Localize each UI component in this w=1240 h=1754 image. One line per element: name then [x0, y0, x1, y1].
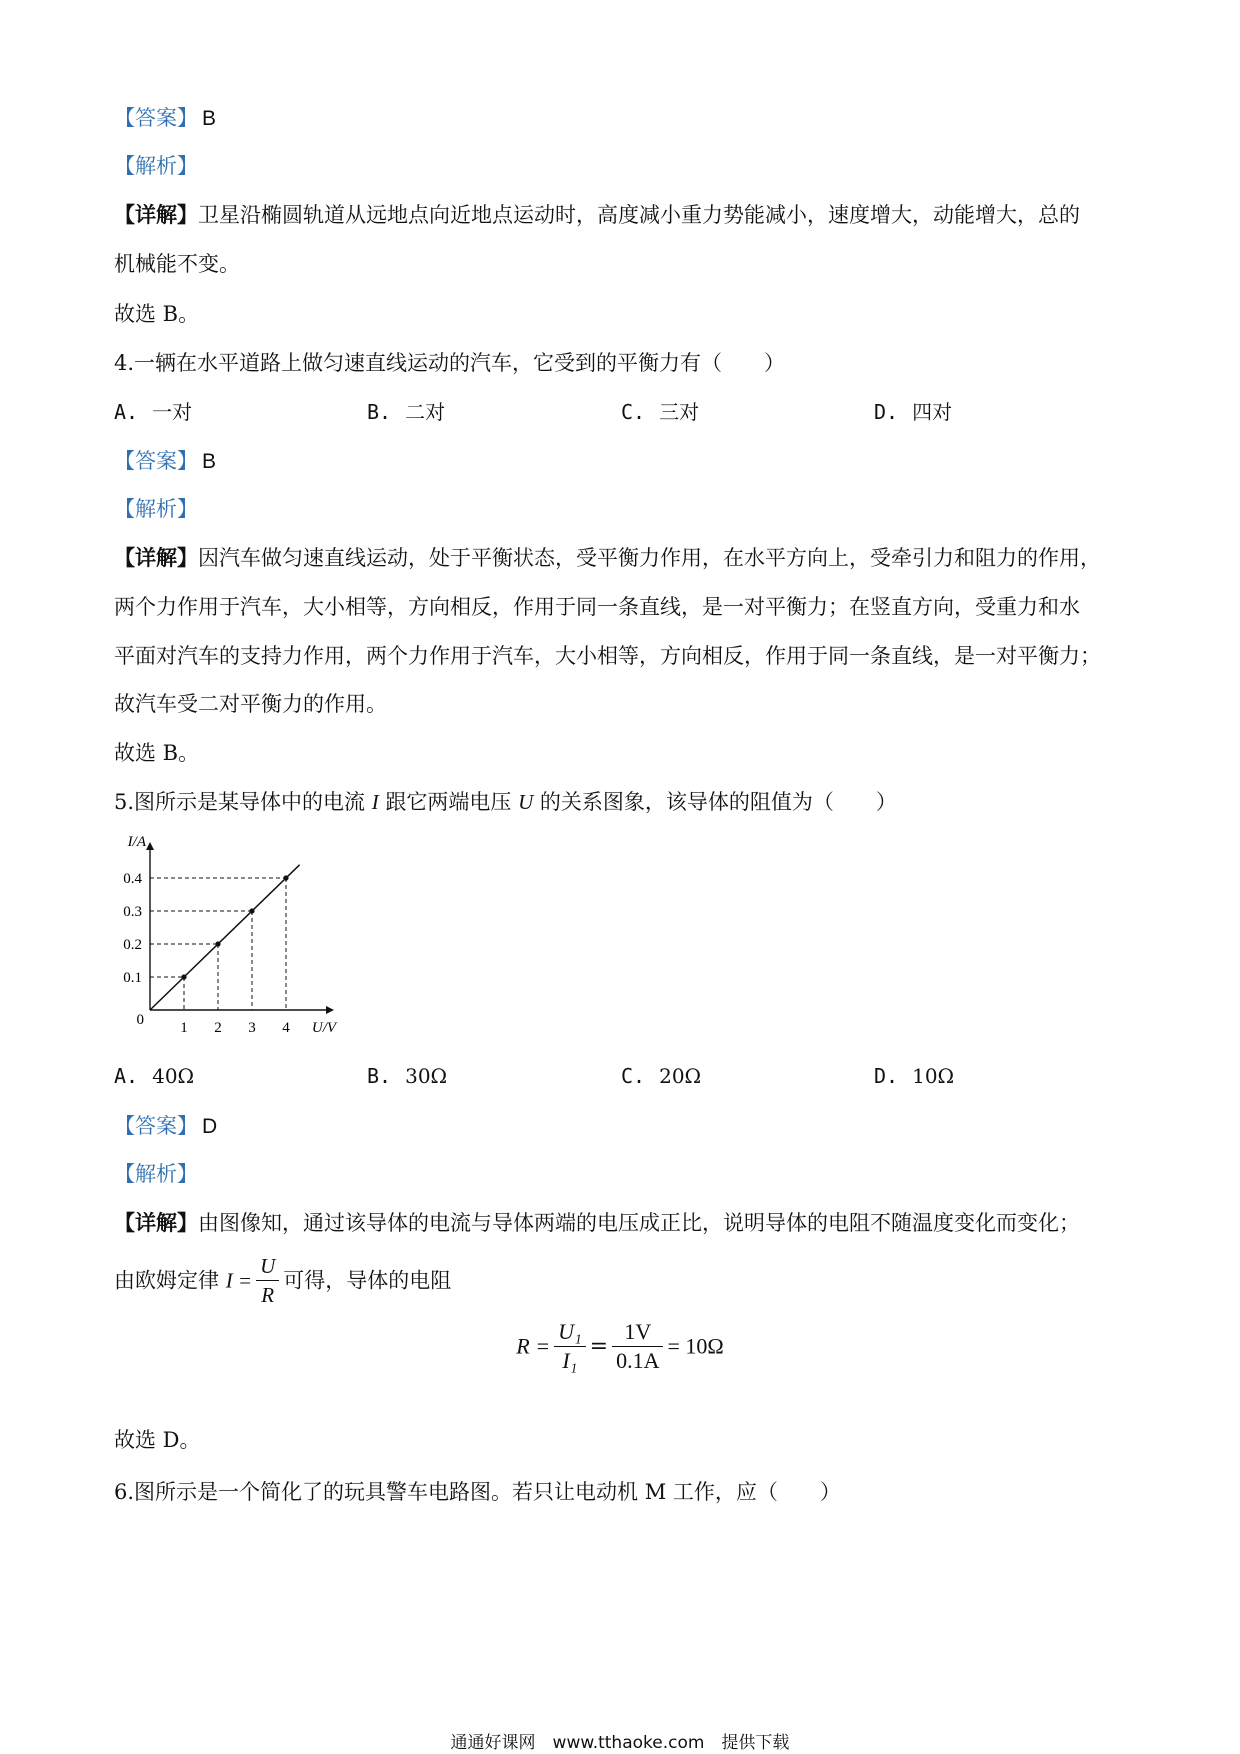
option-text: 20Ω [659, 1064, 702, 1088]
option-label: A. [114, 400, 139, 424]
q4-answer-line [114, 447, 216, 476]
option-text: 四对 [912, 400, 953, 424]
detail-tag: 【详解】 [114, 545, 198, 570]
fraction-denominator: I₁ [562, 1348, 578, 1373]
detail-text: 由图像知，通过该导体的电流与导体两端的电压成正比，说明导体的电阻不随温度变化而变化； [198, 1211, 1080, 1235]
q4-option-a [114, 398, 192, 426]
option-label: A. [114, 1064, 139, 1088]
option-text: 10Ω [912, 1064, 955, 1088]
option-label: D. [874, 1064, 899, 1088]
q5-option-b [367, 1062, 447, 1090]
data-line [150, 865, 300, 1010]
chart-layer [123, 834, 338, 1036]
detail-text: 卫星沿椭圆轨道从远地点向近地点运动时，高度减小重力势能减小，速度增大，动能增大，总的 [198, 203, 1080, 227]
x-axis-arrow [326, 1006, 334, 1014]
option-label: B. [367, 400, 392, 424]
q4-choice: 故选 B。 [114, 741, 200, 765]
q4-question: 4.一辆在水平道路上做匀速直线运动的汽车，它受到的平衡力有（ ） [114, 351, 786, 375]
q5-detail-line-2 [114, 1252, 451, 1309]
q4-option-b [367, 398, 445, 426]
q6-question: 6.图所示是一个简化了的玩具警车电路图。若只让电动机 M 工作，应（ ） [114, 1480, 841, 1504]
answer-value: B [202, 107, 217, 130]
q4-option-d [874, 398, 952, 426]
q3-detail-line-2: 机械能不变。 [114, 252, 240, 276]
q5-answer-line [114, 1112, 217, 1141]
option-label: C. [621, 400, 646, 424]
y-tick-label: 0.3 [123, 904, 142, 920]
ohm-law-lhs: I = [225, 1268, 253, 1293]
fraction-denominator: R [261, 1283, 275, 1307]
formula-fraction-1 [554, 1318, 586, 1375]
q3-analysis-line [114, 152, 198, 180]
fraction-numerator: U [256, 1252, 279, 1281]
q3-detail-line-1 [114, 201, 1080, 229]
option-text: 一对 [152, 400, 193, 424]
answer-tag: 【答案】 [114, 449, 198, 473]
q4-detail-line-3: 平面对汽车的支持力作用，两个力作用于汽车，大小相等，方向相反，作用于同一条直线，是一对平衡力； [114, 644, 1101, 668]
ohm-law-post: 可得，导体的电阻 [283, 1268, 452, 1293]
option-label: D. [874, 400, 899, 424]
data-point [249, 908, 254, 913]
option-text: 二对 [405, 400, 446, 424]
ohm-law-fraction [256, 1252, 279, 1309]
detail-tag: 【详解】 [114, 1210, 198, 1235]
option-text: 40Ω [152, 1064, 195, 1088]
q5-question-pre: 5.图所示是某导体中的电流 [114, 790, 372, 814]
x-tick-label: 3 [248, 1020, 256, 1036]
q5-option-d [874, 1062, 954, 1090]
q4-detail-line-2: 两个力作用于汽车，大小相等，方向相反，作用于同一条直线，是一对平衡力；在竖直方向，受重力和水 [114, 595, 1080, 619]
y-axis-label: I/A [127, 834, 146, 850]
option-text: 30Ω [405, 1064, 448, 1088]
formula-fraction-2 [612, 1318, 663, 1375]
q5-symbol-u: U [518, 790, 534, 814]
option-label: C. [621, 1064, 646, 1088]
analysis-tag: 【解析】 [114, 154, 198, 178]
ohm-law-pre: 由欧姆定律 [114, 1268, 219, 1293]
fraction-denominator: 0.1A [616, 1348, 660, 1373]
x-axis-label: U/V [311, 1020, 337, 1036]
answer-tag: 【答案】 [114, 1114, 198, 1138]
page-footer: 通通好课网 www.tthaoke.com 提供下载 [450, 1733, 790, 1753]
analysis-tag: 【解析】 [114, 1162, 198, 1186]
q5-option-a [114, 1062, 194, 1090]
formula-rhs: = 10Ω [667, 1333, 724, 1359]
q5-choice: 故选 D。 [114, 1428, 201, 1452]
y-axis-arrow [146, 842, 154, 850]
origin-label: 0 [136, 1012, 144, 1028]
y-tick-label: 0.2 [123, 937, 142, 953]
q5-symbol-i: I [371, 790, 379, 814]
q5-analysis-line [114, 1160, 198, 1188]
x-tick-label: 1 [180, 1020, 188, 1036]
detail-text: 因汽车做匀速直线运动，处于平衡状态，受平衡力作用，在水平方向上，受牵引力和阻力的作用， [198, 546, 1101, 570]
q5-question-post: 的关系图象，该导体的阻值为（ ） [533, 790, 897, 814]
q3-answer-line [114, 104, 216, 133]
q4-analysis-line [114, 495, 198, 523]
formula-lhs: R = [516, 1333, 551, 1359]
answer-tag: 【答案】 [114, 106, 198, 130]
q3-choice: 故选 B。 [114, 302, 200, 326]
option-label: B. [367, 1064, 392, 1088]
q5-question-mid: 跟它两端电压 [378, 790, 519, 814]
data-point [181, 974, 186, 979]
resistance-formula [0, 1318, 1240, 1375]
data-point [283, 875, 288, 880]
detail-tag: 【详解】 [114, 202, 198, 227]
q5-detail-line-1 [114, 1209, 1080, 1237]
q4-detail-line-4: 故汽车受二对平衡力的作用。 [114, 692, 387, 716]
answer-value: D [202, 1115, 218, 1138]
x-tick-label: 2 [214, 1020, 222, 1036]
fraction-numerator: 1V [612, 1318, 663, 1347]
answer-value: B [202, 450, 217, 473]
q5-question [114, 788, 897, 816]
y-tick-label: 0.1 [123, 970, 142, 986]
option-text: 三对 [659, 400, 700, 424]
fraction-numerator: U₁ [554, 1318, 586, 1347]
formula-equals: = [589, 1334, 609, 1359]
x-tick-label: 4 [282, 1020, 290, 1036]
q4-detail-line-1 [114, 544, 1101, 572]
analysis-tag: 【解析】 [114, 497, 198, 521]
q4-option-c [621, 398, 699, 426]
i-u-chart [112, 832, 362, 1042]
q5-option-c [621, 1062, 701, 1090]
data-point [215, 941, 220, 946]
y-tick-label: 0.4 [123, 871, 142, 887]
